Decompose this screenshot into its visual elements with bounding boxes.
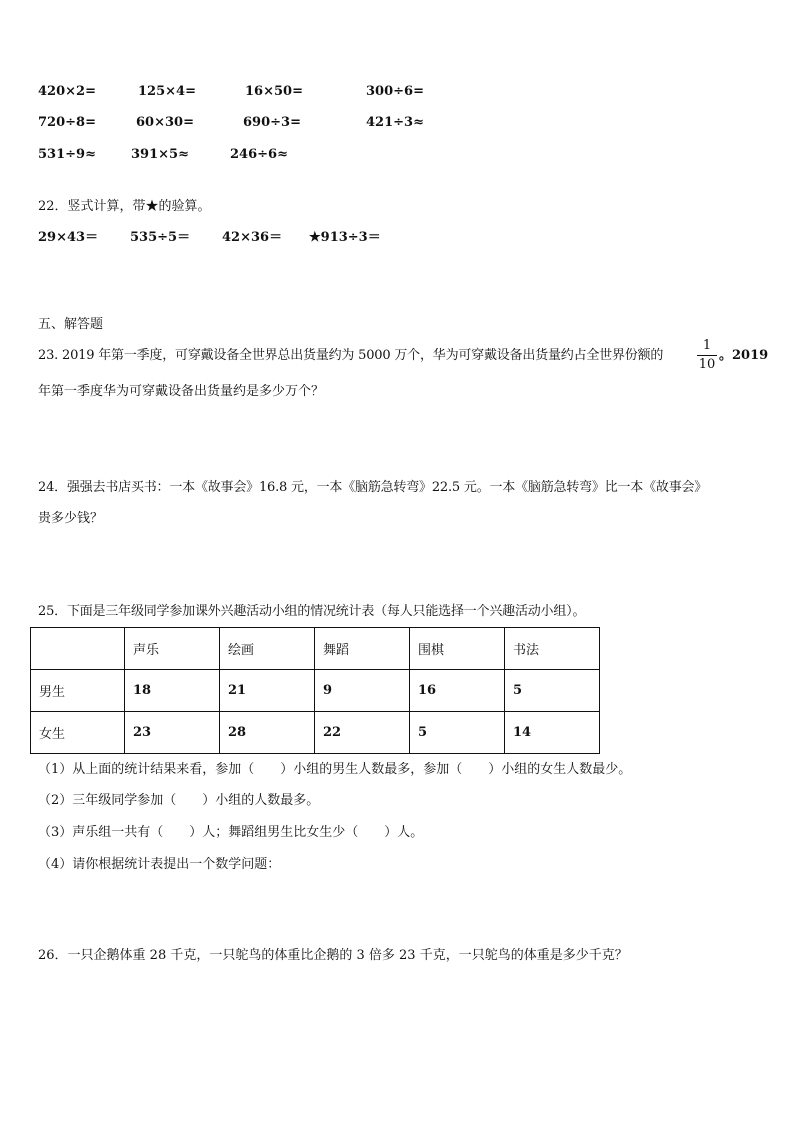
table-header-cell: 声乐	[125, 628, 220, 670]
table-header-row	[31, 628, 600, 670]
fraction-denominator: 10	[698, 357, 716, 372]
stats-table	[30, 627, 600, 754]
question-25-sub3: （3）声乐组一共有（ ）人；舞蹈组男生比女生少（ ）人。	[38, 825, 424, 840]
question-26: 26．一只企鹅体重 28 千克，一只鸵鸟的体重比企鹅的 3 倍多 23 千克，一只鸵鸟的体重是多少千克？	[38, 948, 628, 963]
q22-item: 42×36＝	[222, 230, 283, 245]
table-row-label: 女生	[31, 712, 125, 754]
oral-item: 60×30=	[136, 115, 194, 130]
question-25-title: 25．下面是三年级同学参加课外兴趣活动小组的情况统计表（每人只能选择一个兴趣活动小组）。	[38, 604, 586, 619]
table-header-cell: 绘画	[220, 628, 315, 670]
oral-item: 16×50=	[245, 84, 303, 99]
oral-item: 246÷6≈	[230, 147, 288, 162]
table-cell: 5	[505, 670, 600, 712]
question-25-sub2: （2）三年级同学参加（ ）小组的人数最多。	[38, 793, 320, 808]
fraction-numerator: 1	[702, 338, 712, 353]
table-cell: 5	[410, 712, 505, 754]
section-heading: 五、解答题	[38, 317, 104, 332]
table-cell: 18	[125, 670, 220, 712]
table-cell: 14	[505, 712, 600, 754]
question-22-title: 22．竖式计算，带★的验算。	[38, 199, 211, 214]
question-23-line1: 23. 2019 年第一季度，可穿戴设备全世界总出货量约为 5000 万个，华为可穿戴设备出货量约占全世界份额的	[38, 348, 664, 363]
question-24-line2: 贵多少钱？	[38, 511, 104, 526]
table-row-label: 男生	[31, 670, 125, 712]
table-cell: 23	[125, 712, 220, 754]
table-header-cell: 舞蹈	[315, 628, 410, 670]
fraction-bar	[697, 355, 717, 356]
oral-item: 391×5≈	[131, 147, 189, 162]
question-23-line2: 年第一季度华为可穿戴设备出货量约是多少万个？	[38, 384, 325, 399]
table-row	[31, 712, 600, 754]
table-cell: 21	[220, 670, 315, 712]
fraction	[697, 338, 717, 373]
oral-item: 531÷9≈	[38, 147, 96, 162]
table-cell: 16	[410, 670, 505, 712]
question-24-line1: 24．强强去书店买书：一本《故事会》16.8 元，一本《脑筋急转弯》22.5 元。一本《脑筋急转弯》比一本《故事会》	[38, 480, 708, 495]
oral-item: 125×4=	[138, 84, 196, 99]
q22-item: 29×43＝	[38, 230, 99, 245]
table-cell: 28	[220, 712, 315, 754]
table-cell: 9	[315, 670, 410, 712]
table-row	[31, 670, 600, 712]
table-header-cell: 围棋	[410, 628, 505, 670]
question-23-tail: 。2019	[719, 348, 769, 363]
oral-item: 421÷3≈	[366, 115, 424, 130]
q22-item: 535÷5＝	[130, 230, 191, 245]
oral-item: 690÷3=	[243, 115, 301, 130]
oral-item: 300÷6=	[366, 84, 424, 99]
question-25-sub4: （4）请你根据统计表提出一个数学问题：	[38, 857, 281, 872]
oral-item: 420×2=	[38, 84, 96, 99]
oral-item: 720÷8=	[38, 115, 96, 130]
q22-item: ★913÷3＝	[309, 230, 381, 245]
table-cell: 22	[315, 712, 410, 754]
table-header-cell: 书法	[505, 628, 600, 670]
table-cell	[31, 628, 125, 670]
question-25-sub1: （1）从上面的统计结果来看，参加（ ）小组的男生人数最多，参加（ ）小组的女生人数最少。	[38, 762, 632, 777]
